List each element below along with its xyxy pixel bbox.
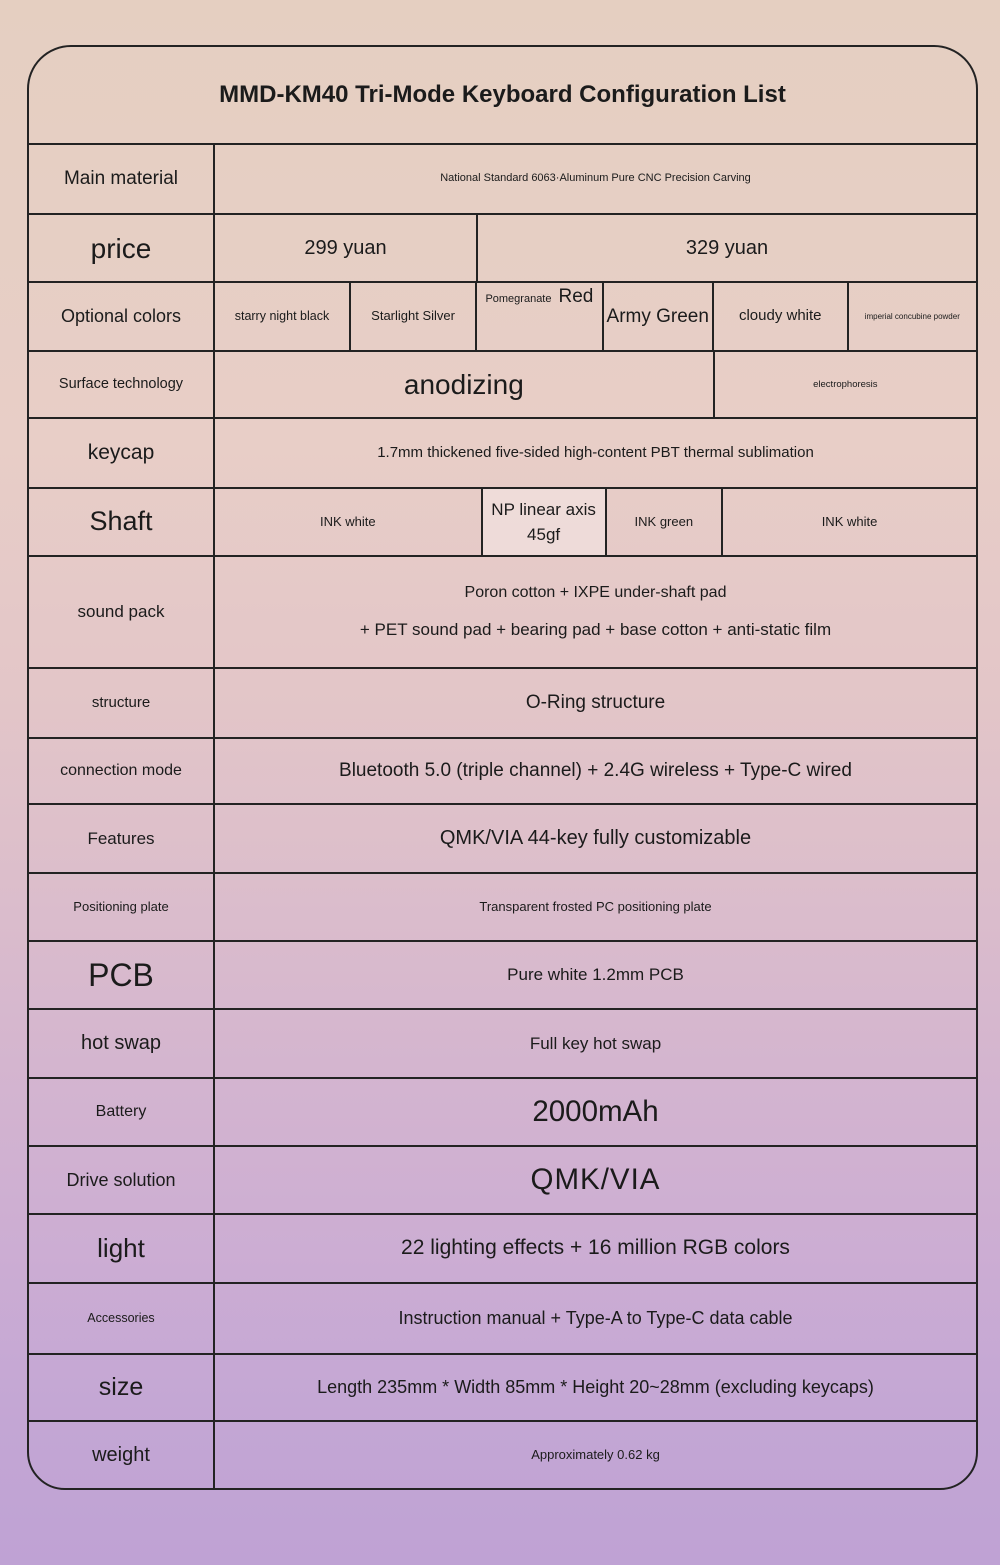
row-sound-pack xyxy=(29,555,976,667)
battery-value: 2000mAh xyxy=(532,1094,659,1128)
sound-pack-value xyxy=(215,557,976,667)
row-structure xyxy=(29,667,976,737)
weight-value: Approximately 0.62 kg xyxy=(531,1446,660,1462)
accessories-label: Accessories xyxy=(29,1284,215,1353)
surface-technology-label: Surface technology xyxy=(29,352,215,417)
row-light xyxy=(29,1213,976,1282)
battery-label: Battery xyxy=(29,1079,215,1145)
spec-sheet-card xyxy=(27,45,978,1490)
row-price xyxy=(29,213,976,281)
positioning-plate-value: Transparent frosted PC positioning plate xyxy=(479,898,712,914)
sound-pack-line-2: + PET sound pad + bearing pad + base cotton + anti-static film xyxy=(359,620,832,640)
color-pomegranate-red xyxy=(475,283,601,350)
structure-value: O-Ring structure xyxy=(525,692,666,714)
connection-mode-label: connection mode xyxy=(29,739,215,803)
features-value: QMK/VIA 44-key fully customizable xyxy=(439,827,752,849)
shaft-option-ink-white-2: INK white xyxy=(721,489,976,555)
hot-swap-label: hot swap xyxy=(29,1010,215,1077)
size-value: Length 235mm * Width 85mm * Height 20~28mm (excluding keycaps) xyxy=(317,1377,874,1398)
hot-swap-value: Full key hot swap xyxy=(529,1033,662,1053)
row-accessories xyxy=(29,1282,976,1353)
color-starlight-silver: Starlight Silver xyxy=(349,283,475,350)
main-material-value: National Standard 6063·Aluminum Pure CNC Precision Carving xyxy=(440,172,751,185)
color-imperial-concubine-powder: imperial concubine powder xyxy=(847,283,976,350)
light-label: light xyxy=(29,1215,215,1282)
price-right-value: 329 yuan xyxy=(476,215,976,281)
row-battery xyxy=(29,1077,976,1145)
surface-anodizing-value: anodizing xyxy=(403,369,524,400)
row-drive-solution xyxy=(29,1145,976,1213)
shaft-option-np-linear: NP linear axis 45gf xyxy=(481,489,605,555)
row-keycap xyxy=(29,417,976,487)
shaft-option-ink-green: INK green xyxy=(605,489,721,555)
keycap-label: keycap xyxy=(29,419,215,487)
features-label: Features xyxy=(29,805,215,872)
drive-solution-label: Drive solution xyxy=(29,1147,215,1213)
shaft-label: Shaft xyxy=(29,489,215,555)
row-positioning-plate xyxy=(29,872,976,940)
row-connection-mode xyxy=(29,737,976,803)
row-title xyxy=(29,47,976,143)
row-size xyxy=(29,1353,976,1420)
pcb-label: PCB xyxy=(29,942,215,1008)
price-label: price xyxy=(29,215,215,281)
positioning-plate-label: Positioning plate xyxy=(29,874,215,940)
row-pcb xyxy=(29,940,976,1008)
color-army-green: Army Green xyxy=(602,283,712,350)
price-left-value: 299 yuan xyxy=(304,236,387,259)
pcb-value: Pure white 1.2mm PCB xyxy=(507,965,684,985)
surface-electrophoresis-value: electrophoresis xyxy=(713,352,976,417)
row-main-material xyxy=(29,143,976,213)
drive-solution-value: QMK/VIA xyxy=(530,1162,661,1196)
optional-colors-label: Optional colors xyxy=(29,283,215,350)
connection-mode-value: Bluetooth 5.0 (triple channel) + 2.4G wireless + Type-C wired xyxy=(339,760,852,782)
main-material-label: Main material xyxy=(29,145,215,213)
row-optional-colors xyxy=(29,281,976,350)
row-hot-swap xyxy=(29,1008,976,1077)
structure-label: structure xyxy=(29,669,215,737)
sound-pack-line-1: Poron cotton + IXPE under-shaft pad xyxy=(464,584,727,602)
sound-pack-label: sound pack xyxy=(29,557,215,667)
color-starry-night-black: starry night black xyxy=(234,308,330,323)
page-title: MMD-KM40 Tri-Mode Keyboard Configuration List xyxy=(219,81,786,108)
color-cloudy-white: cloudy white xyxy=(712,283,847,350)
size-label: size xyxy=(29,1355,215,1420)
color-red: Red xyxy=(558,286,594,307)
keycap-value: 1.7mm thickened five-sided high-content PBT thermal sublimation xyxy=(377,443,814,461)
shaft-option-ink-white-1: INK white xyxy=(319,513,376,529)
light-value: 22 lighting effects + 16 million RGB colors xyxy=(401,1236,790,1260)
row-features xyxy=(29,803,976,872)
row-shaft xyxy=(29,487,976,555)
row-weight xyxy=(29,1420,976,1488)
color-pomegranate-prefix: Pomegranate xyxy=(485,293,552,305)
accessories-value: Instruction manual + Type-A to Type-C data cable xyxy=(398,1308,793,1329)
row-surface-technology xyxy=(29,350,976,417)
weight-label: weight xyxy=(29,1422,215,1488)
